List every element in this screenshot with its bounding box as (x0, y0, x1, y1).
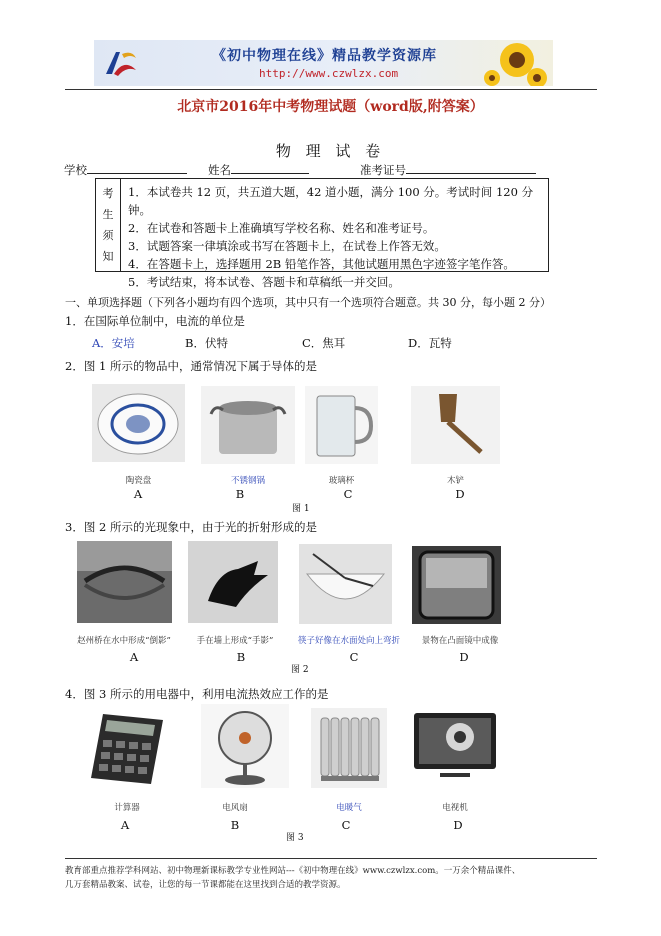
glass-cup-image (305, 386, 378, 464)
q4-caption-b: 电风扇 (222, 803, 248, 813)
exam-no-field: 准考证号 (360, 162, 536, 178)
question-1: 1．在国际单位制中，电流的单位是 (65, 314, 245, 328)
q3-letter-c: C (349, 650, 359, 664)
television-image (410, 707, 500, 787)
header-banner (94, 40, 553, 86)
wooden-spatula-image (411, 386, 500, 464)
q4-letter-b: B (230, 818, 240, 832)
banner-url[interactable]: http://www.czwlzx.com (259, 67, 399, 80)
q3-caption-a: 赵州桥在水中形成“倒影” (77, 636, 171, 646)
notice-item: 2．在试卷和答题卡上准确填写学校名称、姓名和准考证号。 (128, 221, 435, 235)
steel-pot-image (201, 386, 295, 464)
notice-item: 4．在答题卡上，选择题用 2B 铅笔作答，其他试题用黑色字迹签字笔作答。 (128, 257, 515, 271)
name-field: 姓名 (208, 162, 309, 178)
notice-item: 5．考试结束，将本试卷、答题卡和草稿纸一并交回。 (128, 275, 400, 289)
exam-subtitle: 物 理 试 卷 (275, 142, 386, 160)
calculator-image (83, 708, 171, 788)
notice-items (128, 183, 548, 291)
q3-caption-b: 手在墙上形成“手影” (196, 636, 274, 646)
site-logo (102, 44, 140, 82)
bent-chopstick-image (299, 544, 392, 624)
q4-letter-c: C (341, 818, 351, 832)
q3-letter-d: D (459, 650, 469, 664)
q4-caption-c: 电暖气 (336, 803, 362, 813)
figure-2-label: 图 2 (291, 665, 309, 675)
q2-letter-a: A (133, 487, 143, 501)
notice-item: 1．本试卷共 12 页，共五道大题，42 道小题，满分 100 分。考试时间 120 分钟。 (128, 185, 534, 217)
q2-caption-d: 木铲 (446, 476, 464, 486)
ceramic-plate-image (92, 384, 185, 462)
banner-title: 《初中物理在线》精品教学资源库 (212, 48, 437, 64)
question-2: 2．图 1 所示的物品中，通常情况下属于导体的是 (65, 359, 317, 373)
q2-caption-a: 陶瓷盘 (125, 476, 152, 486)
footer-line: 教育部重点推荐学科网站、初中物理新课标教学专业性网站---《初中物理在线》www.czwlzx.com。一万余个精品课件、 (65, 866, 521, 876)
q4-caption-a: 计算器 (114, 803, 140, 813)
figure-1-label: 图 1 (292, 504, 310, 514)
q1-option-c: C．焦耳 (302, 336, 346, 350)
q2-caption-c: 玻璃杯 (328, 476, 355, 486)
header-rule (65, 89, 597, 90)
sunflower-icon (477, 40, 547, 86)
exam-notice-box (95, 178, 549, 289)
q4-caption-d: 电视机 (442, 803, 468, 813)
question-4: 4．图 3 所示的用电器中，利用电流热效应工作的是 (65, 687, 329, 701)
q2-letter-d: D (455, 487, 465, 501)
q2-letter-c: C (343, 487, 353, 501)
notice-label: 考 生 须 知 (96, 179, 121, 271)
document-title: 北京市2016年中考物理试题（word版,附答案） (177, 99, 484, 115)
q3-letter-a: A (129, 650, 139, 664)
q3-caption-c: 筷子好像在水面处向上弯折 (297, 636, 400, 646)
q2-letter-b: B (235, 487, 245, 501)
electric-fan-image (201, 704, 289, 788)
footer-rule (65, 858, 597, 859)
hand-shadow-image (188, 541, 278, 623)
question-3: 3．图 2 所示的光现象中，由于光的折射形成的是 (65, 520, 317, 534)
q2-caption-b: 不锈钢锅 (230, 476, 265, 486)
q1-option-b: B．伏特 (185, 336, 228, 350)
q1-option-a: A．安培 (92, 336, 135, 350)
section-heading: 一、单项选择题（下列各小题均有四个选项，其中只有一个选项符合题意。共 30 分，每小题 2 分） (65, 296, 551, 309)
q3-letter-b: B (236, 650, 246, 664)
q3-caption-d: 景物在凸面镜中成像 (421, 636, 499, 646)
figure-3-label: 图 3 (286, 833, 304, 843)
q4-letter-d: D (453, 818, 463, 832)
footer-line: 几万套精品教案、试卷，让您的每一节课都能在这里找到合适的教学资源。 (65, 880, 346, 890)
electric-heater-image (311, 708, 387, 788)
q1-option-d: D．瓦特 (408, 336, 452, 350)
convex-mirror-image (412, 546, 501, 624)
q4-letter-a: A (120, 818, 130, 832)
footer (65, 864, 520, 892)
notice-item: 3．试题答案一律填涂或书写在答题卡上，在试卷上作答无效。 (128, 239, 446, 253)
bridge-reflection-image (77, 541, 172, 623)
school-field: 学校 (64, 162, 187, 178)
